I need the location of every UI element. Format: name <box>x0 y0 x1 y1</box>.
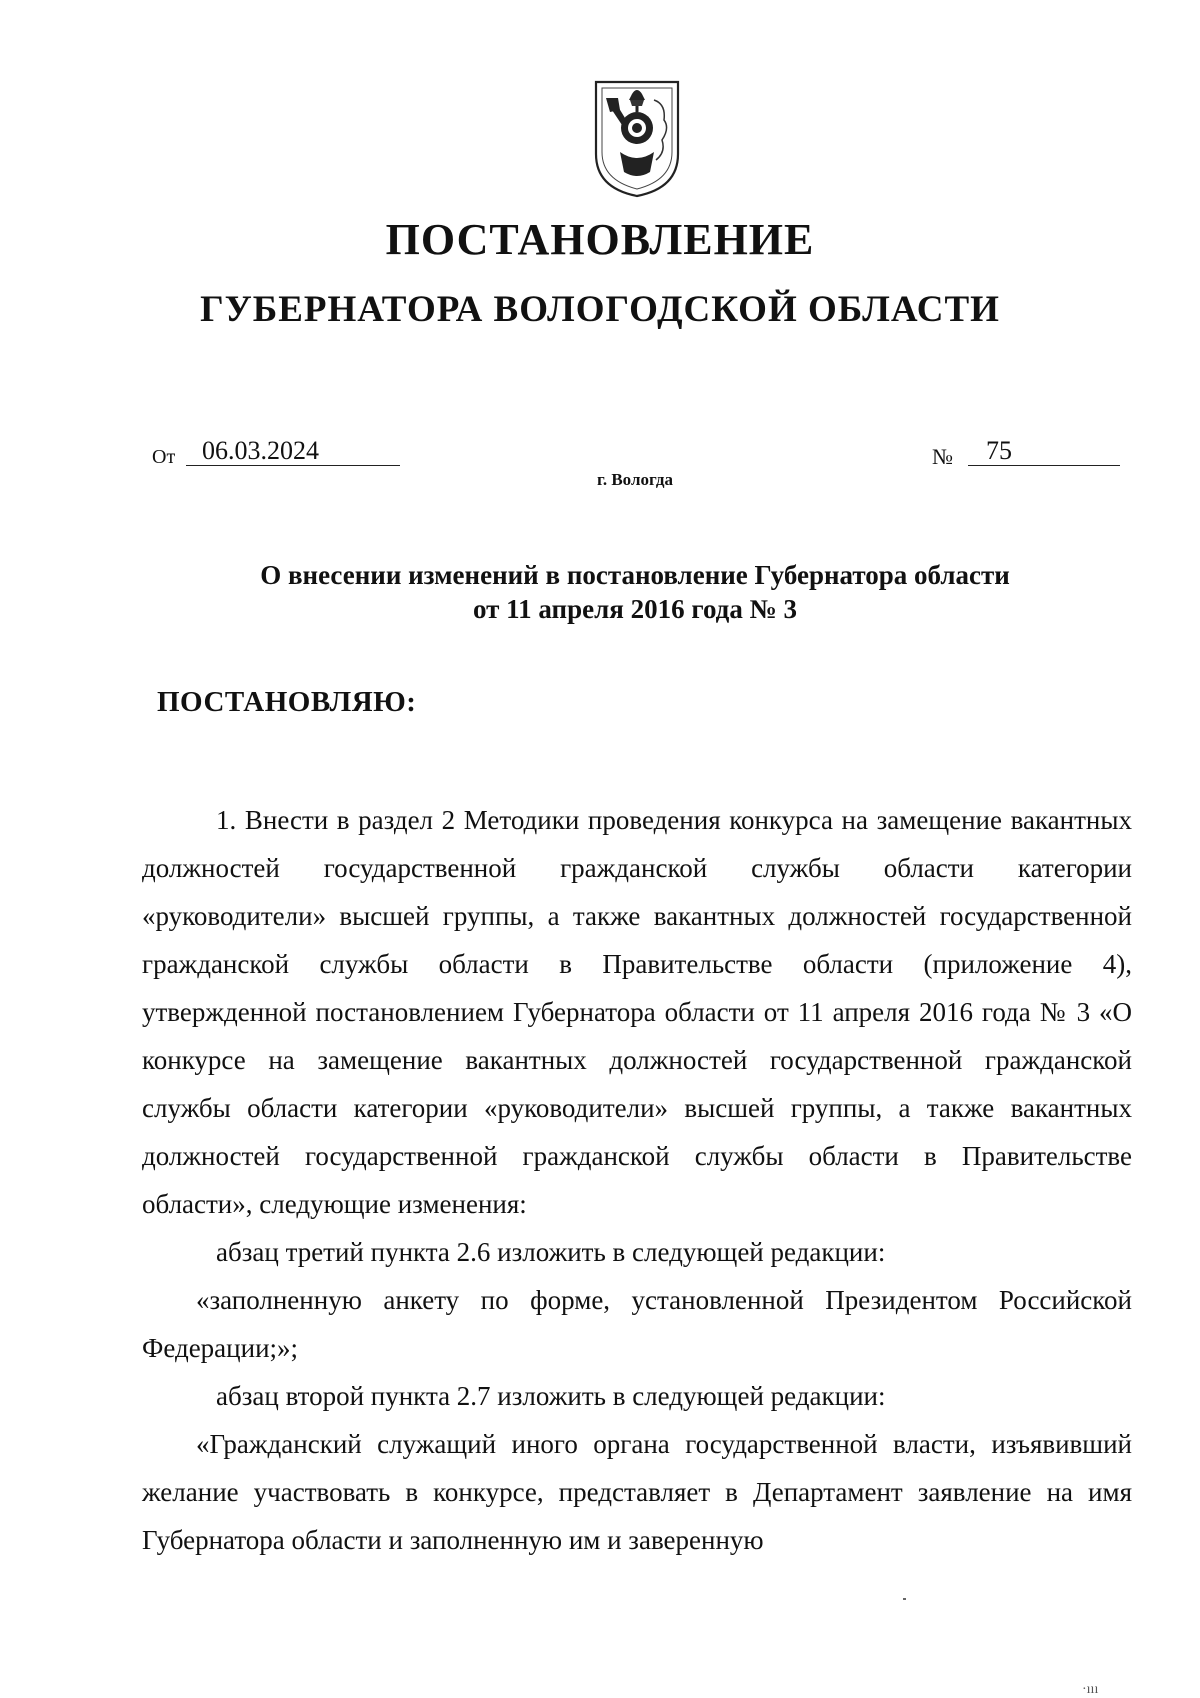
document-number: 75 <box>968 436 1120 466</box>
document-date: 06.03.2024 <box>186 436 400 466</box>
date-label: От <box>152 446 176 468</box>
subject-line-1: О внесении изменений в постановление Губернатора области <box>260 560 1010 590</box>
paragraph-2: абзац третий пункта 2.6 изложить в следующей редакции: <box>216 1237 886 1267</box>
number-label: № <box>932 444 953 469</box>
paragraph-4: абзац второй пункта 2.7 изложить в следующей редакции: <box>216 1381 886 1411</box>
subject-line-2: от 11 апреля 2016 года № 3 <box>473 594 797 624</box>
document-body <box>142 796 1132 1564</box>
city-name: г. Вологда <box>597 470 673 489</box>
coat-of-arms-icon <box>592 76 682 200</box>
paragraph-3: «заполненную анкету по форме, установленной Президентом Российской Федерации;»; <box>142 1285 1132 1363</box>
scan-speck <box>903 1598 906 1600</box>
document-subtitle: ГУБЕРНАТОРА ВОЛОГОДСКОЙ ОБЛАСТИ <box>200 289 1000 330</box>
document-subject <box>0 558 1200 626</box>
document-title: ПОСТАНОВЛЕНИЕ <box>385 215 815 264</box>
decree-heading: ПОСТАНОВЛЯЮ: <box>157 686 417 718</box>
paragraph-1: 1. Внести в раздел 2 Методики проведения конкурса на замещение вакантных должностей государственной гражданской службы области категории «руководители» высшей группы, а также вакантных должностей государственной гражданской службы области в Правительстве области (приложение 4), утвержденной постановлением Губернатора области от 11 апреля 2016 года № 3 «О конкурсе на замещение вакантных должностей государственной гражданской службы области категории «руководители» высшей группы, а также вакантных должностей государственной гражданской службы области в Правительстве области», следующие изменения: <box>142 805 1132 1219</box>
paragraph-5: «Гражданский служащий иного органа государственной власти, изъявивший желание участвовать в конкурсе, представляет в Департамент заявление на имя Губернатора области и заполненную им и заверенную <box>142 1429 1132 1555</box>
footer-mark: ·ııı <box>1082 1682 1099 1697</box>
